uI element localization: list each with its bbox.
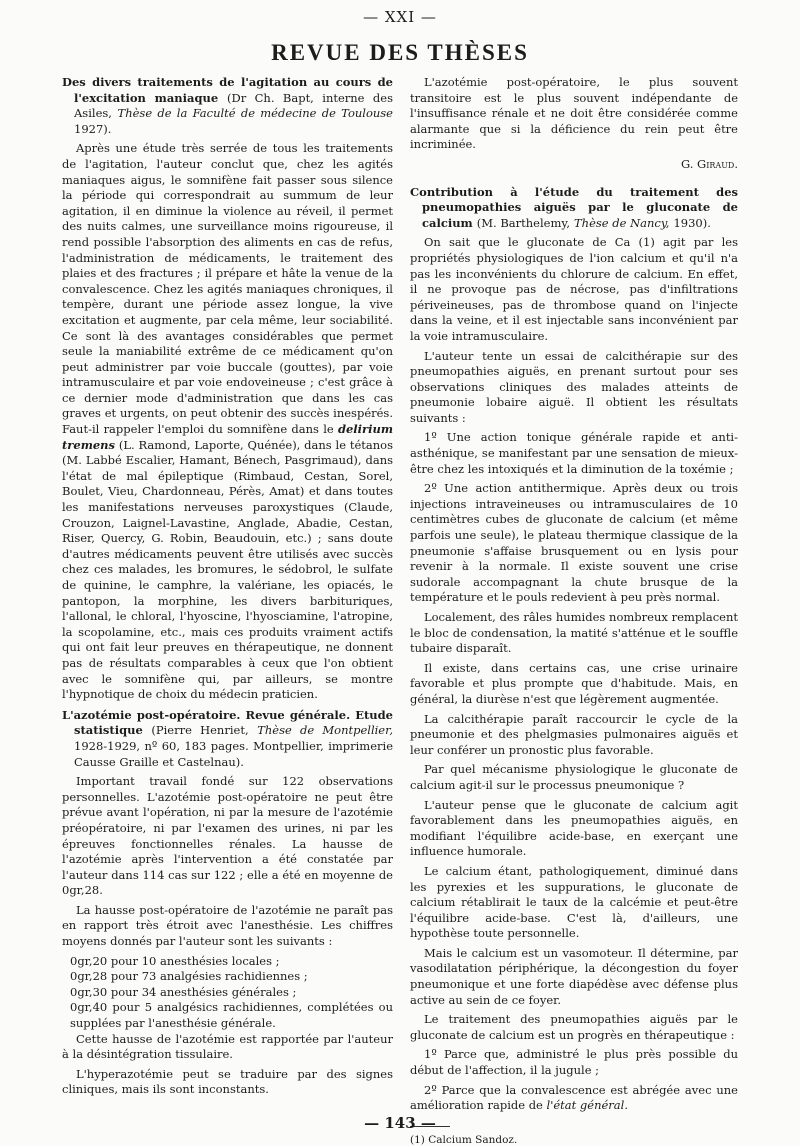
article-thesis: Thèse de la Faculté de médecine de Toulouse [117, 106, 393, 121]
article-thesis: Thèse de Montpellier, [257, 723, 393, 738]
list-item: 0gr,28 pour 73 analgésies rachidiennes ; [70, 969, 308, 984]
article-author: (Pierre Henriet, [151, 723, 249, 738]
article-heading [410, 185, 738, 232]
article-year: 1927). [74, 121, 112, 136]
paragraph-emphasis: l'état général. [546, 1098, 628, 1113]
article-paragraph: Cette hausse de l'azotémie est rapportée par l'auteur à la désintégration tissulaire. [62, 1031, 393, 1062]
article-paragraph: Localement, des râles humides nombreux remplacent le bloc de condensation, la matité s'atténue et le souffle tubaire disparaît. [410, 610, 738, 656]
list-item: 0gr,30 pour 34 anesthésies générales ; [70, 984, 297, 999]
article-title: Des divers traitements de l'agitation au cours de l'excitation maniaque [62, 75, 393, 105]
page-number: — 143 — [364, 1114, 436, 1132]
paragraph-emphasis: delirium tremens [62, 422, 393, 452]
footnote: (1) Calcium Sandoz. [410, 1133, 518, 1146]
article-paragraph: 2º Une action antithermique. Après deux ou trois injections intraveineuses ou intramusculaires de 10 centimètres cubes de gluconate de calcium (et même parfois une seule), le plateau thermique classique de la pneumonie s'affaise brusquement ou en lysis pour revenir à la normale. Il existe souvent une crise sudorale accompagnant la chute brusque de la température et le pouls redevient à peu près normal. [410, 481, 738, 605]
article-paragraph: Le calcium étant, pathologiquement, diminué dans les pyrexies et les suppurations, le gluconate de calcium rétablirait le taux de la calcémie et peut-être l'équilibre acide-base. C'est là, d'ailleurs, une hypothèse toute personnelle. [410, 863, 738, 941]
article-paragraph: On sait que le gluconate de Ca (1) agit par les propriétés physiologiques de l'ion calcium et qu'il n'a pas les inconvénients du chlorure de calcium. En effet, il ne provoque pas de nécrose, pas d'infiltrations périveineuses, pas de thrombose quand on l'injecte dans la veine, et il est injectable sans inconvénient par la voie intramusculaire. [410, 235, 738, 343]
article-paragraph: L'auteur tente un essai de calcithérapie sur des pneumopathies aiguës, en prenant surtout pour ses observations cliniques des malades atteints de pneumonie lobaire aiguë. Il obtient les résultats suivants : [410, 348, 738, 425]
left-column [62, 75, 393, 1102]
paragraph-text: Après une étude très serrée de tous les traitements de l'agitation, l'auteur conclut que, chez les agités maniaques aigus, le somnifène fait passer sous silence la période qui correspondrait au summum de leur agitation, il en diminue la violence au réveil, il permet des nuits calmes, une surveillance moins rigoureuse, il rend possible l'absorption des aliments en cas de refus, l'administration de médicaments, le traitement des plaies et des fractures ; il prépare et hâte la venue de la convalescence. Chez les agités maniaques chroniques, il tempère, durant une période assez longue, la vive excitation et augmente, par cela même, leur sociabilité. Ce sont là des avantages considérables que permet seule la maniabilité extrême de ce médicament qu'on peut administrer par voie buccale (gouttes), par voie intramusculaire et par voie endoveineuse ; c'est grâce à ce dernier mode d'administration que dans les cas graves et urgents, on peut obtenir des succès inespérés. Faut-il rappeler l'emploi du somnifène dans le [62, 141, 393, 437]
article-title: Contribution à l'étude du traitement des pneumopathies aiguës par le gluconate de calcium [410, 184, 738, 230]
anesthesia-list [62, 954, 393, 1032]
article-meta: 1928-1929, nº 60, 183 pages. Montpellier, imprimerie Causse Graille et Castelnau). [74, 738, 393, 769]
article-paragraph: Important travail fondé sur 122 observations personnelles. L'azotémie post-opératoire ne peut être prévue avant l'opération, ni par la mesure de l'azotémie préopératoire, ni par l'examen des urines, ni par les épreuves fonctionnelles rénales. La hausse de l'azotémie après l'intervention a été constatée par l'auteur dans 114 cas sur 122 ; elle a été en moyenne de 0gr,28. [62, 774, 393, 898]
article-paragraph: La hausse post-opératoire de l'azotémie ne paraît pas en rapport très étroit avec l'anesthésie. Les chiffres moyens donnés par l'auteur sont les suivants : [62, 902, 393, 949]
paragraph-text: 2º Parce que la convalescence est abrégée avec une amélioration rapide de [410, 1082, 738, 1113]
article-paragraph: Par quel mécanisme physiologique le gluconate de calcium agit-il sur le processus pneumonique ? [410, 762, 738, 792]
article-paragraph: 1º Parce que, administré le plus près possible du début de l'affection, il la jugule ; [410, 1047, 738, 1078]
author-signature: G. Giraud. [680, 156, 738, 171]
article-paragraph [410, 1083, 738, 1114]
article-paragraph: L'hyperazotémie peut se traduire par des signes cliniques, mais ils sont inconstants. [62, 1066, 393, 1097]
article-title: L'azotémie post-opératoire. Revue générale. Etude statistique [62, 707, 393, 738]
article-paragraph: L'auteur pense que le gluconate de calcium agit favorablement dans les pneumopathies aiguës, en modifiant l'équilibre acide-base, en exerçant une influence humorale. [410, 797, 738, 859]
article-paragraph: 1º Une action tonique générale rapide et anti-asthénique, se manifestant par une sensation de mieux-être chez les intoxiqués et la diminution de la toxémie ; [410, 430, 738, 476]
article-paragraph: L'azotémie post-opératoire, le plus souvent transitoire est le plus souvent indépendante de l'insuffisance rénale et ne doit être considérée comme alarmante que si la déficience du rein peut être incriminée. [410, 75, 738, 152]
roman-page-number: — XXI — [363, 8, 437, 26]
article-paragraph: Mais le calcium est un vasomoteur. Il détermine, par vasodilatation périphérique, la décongestion du foyer pneumonique et une forte diapédèse avec défense plus active au sein de ce foyer. [410, 945, 738, 1007]
article-paragraph [62, 141, 393, 702]
article-author: (M. Barthelemy, [476, 215, 570, 230]
article-paragraph: Il existe, dans certains cas, une crise urinaire favorable et plus prompte que d'habitude. Mais, en général, la diurèse n'est que légèrement augmentée. [410, 660, 738, 706]
article-year: 1930). [673, 215, 711, 230]
article-paragraph: La calcithérapie paraît raccourcir le cycle de la pneumonie et des phelgmasies pulmonaires aiguës et leur conférer un pronostic plus favorable. [410, 711, 738, 757]
list-item: 0gr,40 pour 5 analgésics rachidiennes, complétées ou supplées par l'anesthésie générale. [70, 1000, 393, 1031]
list-item: 0gr,20 pour 10 anesthésies locales ; [70, 953, 280, 968]
article-author: (Dr Ch. Bapt, interne des Asiles, [74, 90, 393, 121]
paragraph-text: (L. Ramond, Laporte, Quénée), dans le tétanos (M. Labbé Escalier, Hamant, Bénech, Pasgrimaud), dans l'état de mal épileptique (Rimbaud, Cestan, Sorel, Boulet, Vieu, Chardonneau, Pérès, Amat) et dans toutes les manifestations nerveuses paroxystiques (Claude, Crouzon, Laignel-Lavastine, Anglade, Abadie, Cestan, Riser, Quercy, G. Robin, Beaudouin, etc.) ; sans doute d'autres médicaments peuvent être utilisés avec succès chez ces malades, les bromures, le sédobrol, le sulfate de quinine, le camphre, la valériane, les opiacés, le pantopon, la morphine, les divers barbituriques, l'allonal, le chloral, l'hyoscine, l'hyosciamine, l'atropine, la scopolamine, etc., mais ces produits vraiment actifs qui ont fait leur preuves en thérapeutique, ne donnent pas de résultats comparables à ceux que l'on obtient avec le somnifène qui, par ailleurs, se montre l'hypnotique de choix du médecin praticien. [62, 437, 394, 702]
article-paragraph: Le traitement des pneumopathies aiguës par le gluconate de calcium est un progrès en thérapeutique : [410, 1012, 738, 1042]
right-column [410, 75, 738, 1148]
section-title: REVUE DES THÈSES [271, 40, 529, 65]
article-heading [62, 75, 393, 137]
article-thesis: Thèse de Nancy, [574, 215, 670, 230]
article-heading [62, 708, 393, 770]
